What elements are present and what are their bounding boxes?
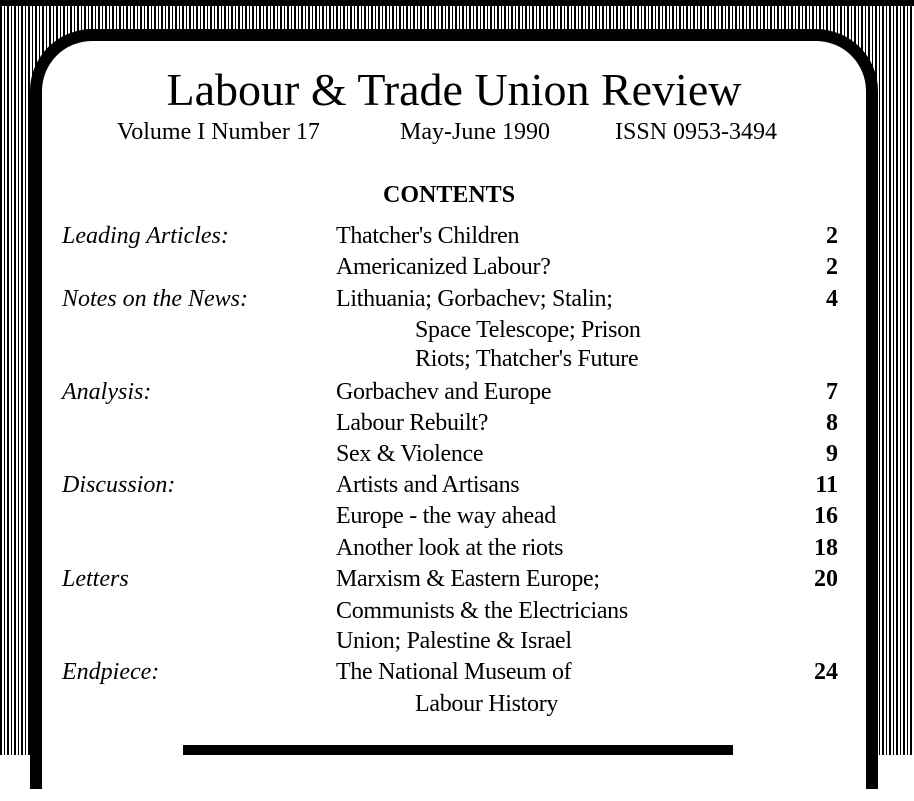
article-title: The National Museum of xyxy=(336,659,572,685)
toc-row xyxy=(0,408,914,439)
toc-row xyxy=(0,284,914,315)
page-number: 18 xyxy=(814,535,838,561)
issn: ISSN 0953-3494 xyxy=(615,119,778,145)
page-number: 7 xyxy=(826,379,838,405)
article-title: Gorbachev and Europe xyxy=(336,379,552,405)
article-title: Another look at the riots xyxy=(336,535,564,561)
article-title: Space Telescope; Prison xyxy=(415,317,641,343)
toc-row xyxy=(0,221,914,252)
article-title: Marxism & Eastern Europe; xyxy=(336,566,600,592)
border-top-edge xyxy=(0,0,914,6)
page-number: 2 xyxy=(826,223,838,249)
toc-row xyxy=(0,689,914,720)
publication-title: Labour & Trade Union Review xyxy=(166,64,742,115)
article-title: Lithuania; Gorbachev; Stalin; xyxy=(336,286,613,312)
toc-row xyxy=(0,252,914,283)
bottom-rule xyxy=(183,745,733,755)
issue-date: May-June 1990 xyxy=(400,119,550,145)
article-title: Thatcher's Children xyxy=(336,223,520,249)
article-title: Labour History xyxy=(415,691,559,717)
section-label: Discussion: xyxy=(62,472,176,498)
article-title: Europe - the way ahead xyxy=(336,503,556,529)
toc-row xyxy=(0,344,914,375)
section-label: Endpiece: xyxy=(62,659,160,685)
toc-row xyxy=(0,470,914,501)
article-title: Sex & Violence xyxy=(336,441,484,467)
page-number: 2 xyxy=(826,254,838,280)
toc-row xyxy=(0,533,914,564)
article-title: Communists & the Electricians xyxy=(336,598,628,624)
contents-heading: CONTENTS xyxy=(383,182,516,208)
section-label: Leading Articles: xyxy=(62,223,229,249)
article-title: Union; Palestine & Israel xyxy=(336,628,572,654)
page-number: 4 xyxy=(826,286,838,312)
section-label: Notes on the News: xyxy=(62,286,248,312)
toc-row xyxy=(0,501,914,532)
page-number: 11 xyxy=(815,472,838,498)
article-title: Americanized Labour? xyxy=(336,254,551,280)
toc-row xyxy=(0,657,914,688)
toc-row xyxy=(0,315,914,346)
section-label: Letters xyxy=(62,566,129,592)
article-title: Artists and Artisans xyxy=(336,472,520,498)
toc-row xyxy=(0,596,914,627)
toc-row xyxy=(0,439,914,470)
toc-row xyxy=(0,626,914,657)
page-number: 24 xyxy=(814,659,838,685)
page-number: 9 xyxy=(826,441,838,467)
article-title: Labour Rebuilt? xyxy=(336,410,489,436)
article-title: Riots; Thatcher's Future xyxy=(415,346,639,372)
page-number: 8 xyxy=(826,410,838,436)
toc-row xyxy=(0,377,914,408)
section-label: Analysis: xyxy=(62,379,152,405)
page-number: 20 xyxy=(814,566,838,592)
page-number: 16 xyxy=(814,503,838,529)
toc-row xyxy=(0,564,914,595)
volume-number: Volume I Number 17 xyxy=(117,119,320,145)
